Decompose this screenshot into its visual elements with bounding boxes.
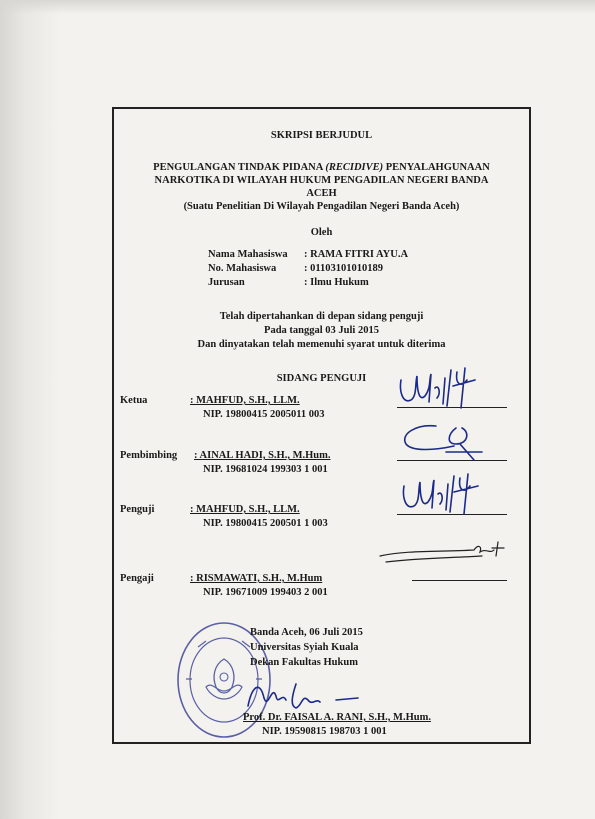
subtitle: (Suatu Penelitian Di Wilayah Pengadilan Negeri Banda Aceh) — [183, 201, 460, 212]
defense-line-3: Dan dinyatakan telah memenuhi syarat untuk diterima — [197, 339, 446, 350]
defense-line-1: Telah dipertahankan di depan sidang penguji — [219, 311, 424, 322]
title-line-3: ACEH — [306, 188, 337, 199]
signature-pembimbing — [396, 420, 506, 464]
examiner-nip: NIP. 19800415 200501 1 003 — [203, 518, 328, 529]
nim-value: : 01103101010189 — [304, 263, 384, 274]
scan-edge-shadow — [0, 0, 60, 819]
dean-title: Dekan Fakultas Hukum — [250, 657, 358, 668]
examiner-name: : MAHFUD, S.H., LLM. — [190, 504, 300, 515]
name-value: : RAMA FITRI AYU.A — [304, 249, 409, 260]
scan-top-shadow — [0, 0, 595, 14]
major-label: Jurusan — [208, 277, 245, 288]
oleh: Oleh — [310, 227, 333, 238]
examiner-role: Ketua — [120, 395, 148, 406]
examiner-name: : MAHFUD, S.H., LLM. — [190, 395, 300, 406]
signature-ketua — [395, 366, 507, 410]
examiner-role: Pembimbing — [120, 450, 178, 461]
dean-nip: NIP. 19590815 198703 1 001 — [262, 726, 387, 737]
examiner-role: Penguji — [120, 504, 155, 515]
title-line-1: PENGULANGAN TINDAK PIDANA (RECIDIVE) PENYALAHGUNAAN — [153, 162, 490, 173]
examiner-name: : AINAL HADI, S.H., M.Hum. — [194, 450, 331, 461]
heading: SKRIPSI BERJUDUL — [270, 130, 373, 141]
place-date: Banda Aceh, 06 Juli 2015 — [250, 627, 363, 638]
signature-penguji — [398, 470, 508, 516]
examiner-nip: NIP. 19681024 199303 1 001 — [203, 464, 328, 475]
signature-line — [412, 580, 507, 581]
name-label: Nama Mahasiswa — [208, 249, 288, 260]
examiner-nip: NIP. 19800415 2005011 003 — [203, 409, 325, 420]
defense-line-2: Pada tanggal 03 Juli 2015 — [264, 325, 379, 336]
dean-name: Prof. Dr. FAISAL A. RANI, S.H., M.Hum. — [243, 712, 431, 723]
examiner-role: Pengaji — [120, 573, 154, 584]
examiner-name: : RISMAWATI, S.H., M.Hum — [190, 573, 323, 584]
university: Universitas Syiah Kuala — [250, 642, 359, 653]
examiner-nip: NIP. 19671009 199403 2 001 — [203, 587, 328, 598]
title-line-2: NARKOTIKA DI WILAYAH HUKUM PENGADILAN NEGERI BANDA — [154, 175, 489, 186]
committee-heading: SIDANG PENGUJI — [276, 373, 367, 384]
signature-pengaji — [378, 540, 508, 566]
major-value: : Ilmu Hukum — [304, 277, 369, 288]
signature-dean — [246, 676, 366, 716]
nim-label: No. Mahasiswa — [208, 263, 277, 274]
